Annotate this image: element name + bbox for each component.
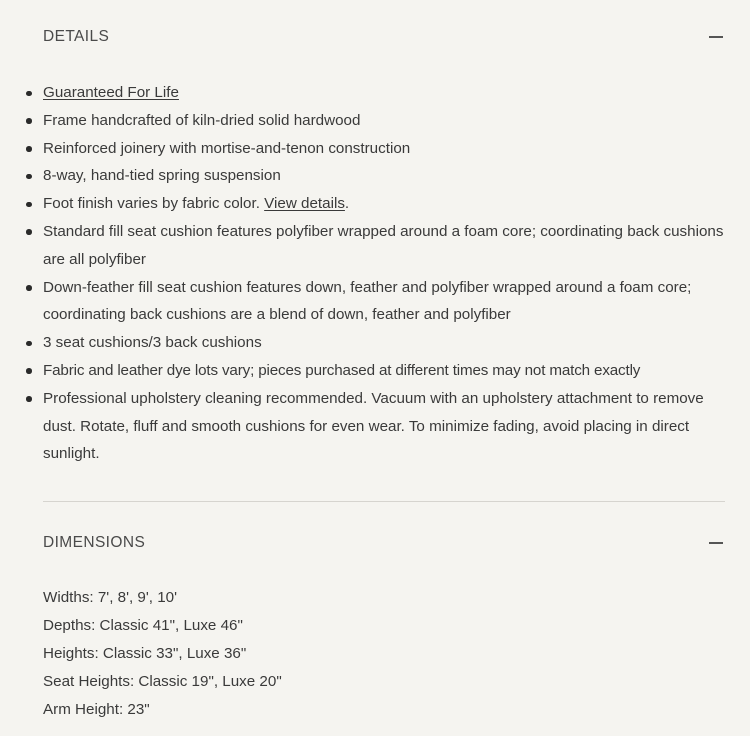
list-item (43, 274, 733, 330)
details-title: DETAILS (43, 28, 110, 45)
list-item-text: Reinforced joinery with mortise-and-tenon construction (43, 139, 411, 157)
details-accordion-header[interactable] (43, 22, 725, 52)
details-list (43, 79, 733, 468)
dimension-heights: Heights: Classic 33", Luxe 36" (43, 644, 247, 662)
list-item-text: 3 seat cushions/3 back cushions (43, 334, 262, 352)
list-item-text: Down-feather fill seat cushion features down, feather and polyfiber wrapped around a foam core; coordinating back cushions are a blend of down, feather and polyfiber (43, 278, 692, 324)
list-item-suffix: . (344, 195, 350, 213)
guaranteed-for-life-link[interactable]: Guaranteed For Life (43, 84, 179, 101)
list-item-text: 8-way, hand-tied spring suspension (43, 167, 281, 185)
dimension-arm-height: Arm Height: 23" (43, 700, 150, 718)
dimension-seat-heights: Seat Heights: Classic 19", Luxe 20" (43, 672, 282, 690)
section-divider (43, 501, 725, 502)
list-item (43, 162, 733, 190)
list-item-text: Frame handcrafted of kiln-dried solid hardwood (43, 111, 361, 129)
minus-icon[interactable] (709, 30, 723, 44)
list-item (43, 135, 733, 163)
minus-icon[interactable] (709, 536, 723, 550)
view-details-link[interactable]: View details (264, 195, 345, 213)
dimension-widths: Widths: 7', 8', 9', 10' (43, 589, 178, 606)
list-item (43, 190, 733, 218)
dimensions-list (43, 584, 725, 724)
list-item (43, 329, 733, 357)
list-item (43, 79, 733, 107)
dimensions-title: DIMENSIONS (43, 534, 146, 551)
list-item (43, 385, 733, 468)
list-item (43, 107, 733, 135)
list-item-text: Fabric and leather dye lots vary; pieces purchased at different times may not match exactly (43, 361, 641, 379)
dimension-depths: Depths: Classic 41", Luxe 46" (43, 616, 243, 634)
list-item (43, 218, 733, 274)
list-item-text: Foot finish varies by fabric color. (43, 195, 265, 213)
list-item-text: Standard fill seat cushion features polyfiber wrapped around a foam core; coordinating back cushions are all polyfiber (43, 222, 724, 268)
list-item (43, 357, 733, 385)
list-item-text: Professional upholstery cleaning recommended. Vacuum with an upholstery attachment to remove dust. Rotate, fluff and smooth cushions for even wear. To minimize fading, avoid placing in direct sunlight. (43, 389, 704, 463)
dimensions-accordion-header[interactable] (43, 528, 725, 558)
